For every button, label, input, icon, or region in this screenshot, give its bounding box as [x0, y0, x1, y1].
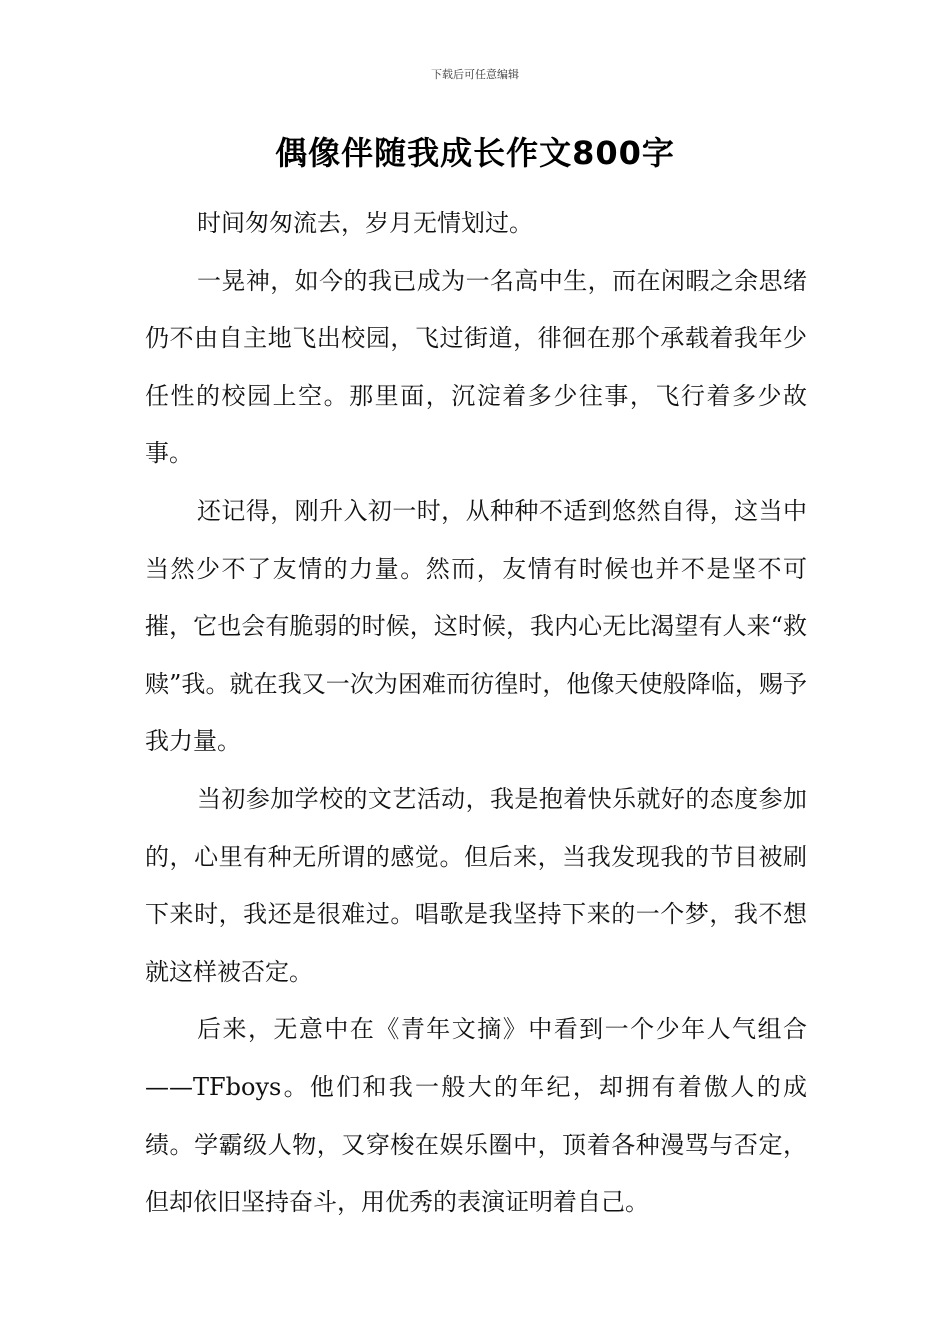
header-note: 下载后可任意编辑: [431, 68, 519, 81]
paragraph: 时间匆匆流去，岁月无情划过。: [197, 209, 533, 237]
paragraph: 还记得，刚升入初一时，从种种不适到悠然自得，这当中当然少不了友情的力量。然而，友情有时候也并不是坚不可摧，它也会有脆弱的时候，这时候，我内心无比渴望有人来“救赎”我。就在我又一次为困难而彷徨时，他像天使般降临，赐予我力量。: [145, 496, 807, 756]
paragraph: 后来，无意中在《青年文摘》中看到一个少年人气组合——TFboys。他们和我一般大的年纪，却拥有着傲人的成绩。学霸级人物，又穿梭在娱乐圈中，顶着各种漫骂与否定，但却依旧坚持奋斗，用优秀的表演证明着自己。: [145, 1015, 807, 1217]
paragraph: 一晃神，如今的我已成为一名高中生，而在闲暇之余思绪仍不由自主地飞出校园，飞过街道，徘徊在那个承载着我年少任性的校园上空。那里面，沉淀着多少往事，飞行着多少故事。: [145, 266, 807, 468]
paragraph: 当初参加学校的文艺活动，我是抱着快乐就好的态度参加的，心里有种无所谓的感觉。但后来，当我发现我的节目被刷下来时，我还是很难过。唱歌是我坚持下来的一个梦，我不想就这样被否定。: [145, 784, 807, 986]
document-body: [145, 195, 807, 1232]
document-title: 偶像伴随我成长作文800字: [275, 134, 675, 172]
